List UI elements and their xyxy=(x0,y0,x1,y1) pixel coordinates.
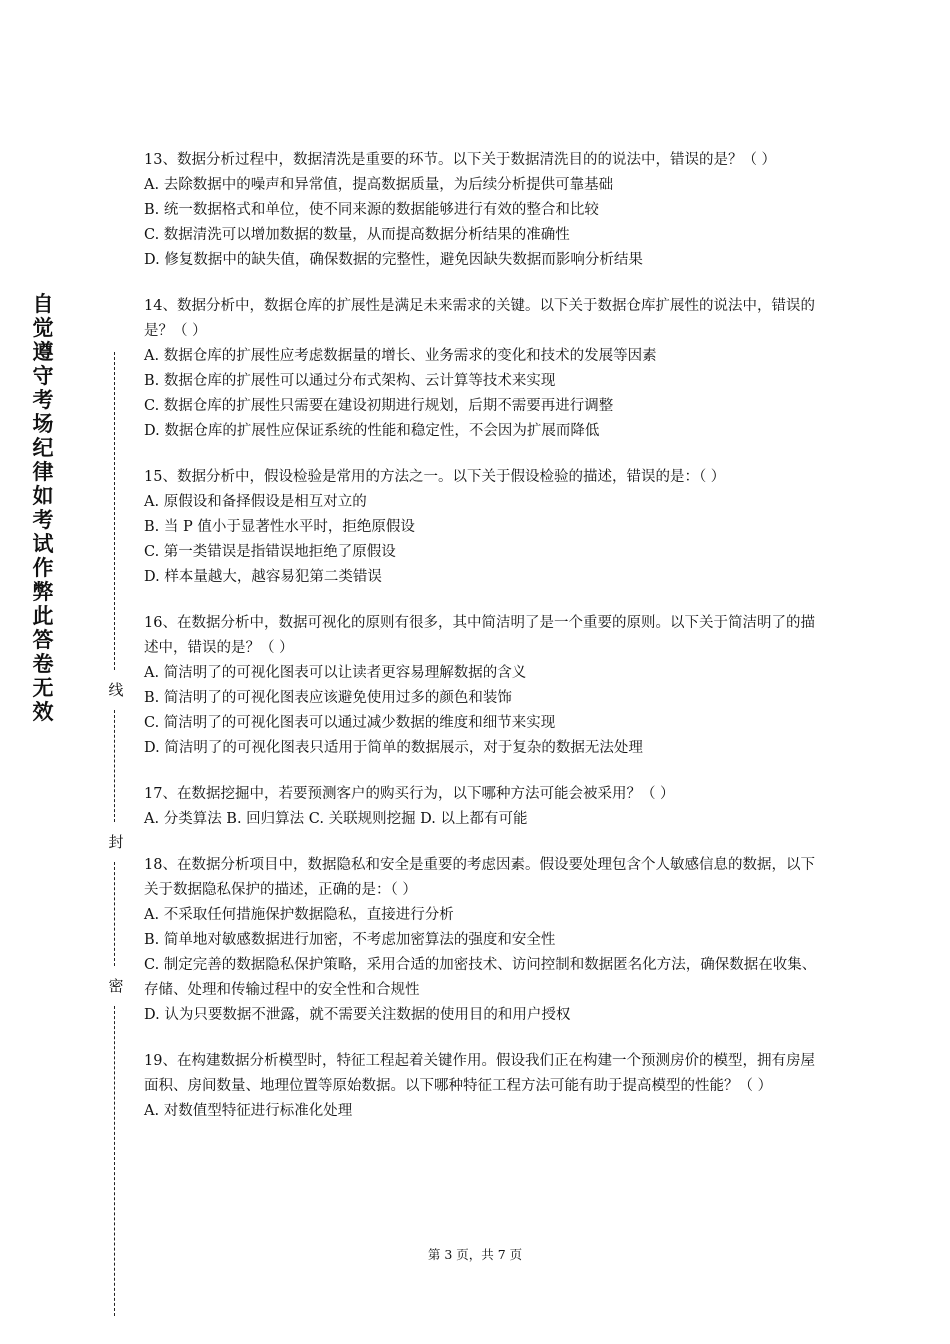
answer-option: C. 数据清洗可以增加数据的数量，从而提高数据分析结果的准确性 xyxy=(144,227,570,243)
question-stem: 14、数据分析中，数据仓库的扩展性是满足未来需求的关键。以下关于数据仓库扩展性的说法中，错误的是？（ ） xyxy=(144,298,815,339)
question-stem: 18、在数据分析项目中，数据隐私和安全是重要的考虑因素。假设要处理包含个人敏感信息的数据，以下关于数据隐私保护的描述，正确的是：（ ） xyxy=(144,857,815,898)
question-stem: 17、在数据挖掘中，若要预测客户的购买行为，以下哪种方法可能会被采用？（ ） xyxy=(144,786,675,802)
dashed-divider xyxy=(114,352,115,670)
question-block xyxy=(144,853,824,1028)
warning-char: 试 xyxy=(32,532,54,556)
warning-char: 觉 xyxy=(32,316,54,340)
answer-option: B. 统一数据格式和单位，使不同来源的数据能够进行有效的整合和比较 xyxy=(144,202,599,218)
page-number: 第 3 页，共 7 页 xyxy=(427,1247,523,1262)
question-block xyxy=(144,465,824,590)
warning-char: 作 xyxy=(32,556,54,580)
question-stem: 16、在数据分析中，数据可视化的原则有很多，其中简洁明了是一个重要的原则。以下关于简洁明了的描述中，错误的是？（ ） xyxy=(144,615,815,656)
binding-line xyxy=(104,352,128,1316)
exam-discipline-warning xyxy=(28,292,58,724)
dashed-divider xyxy=(114,1006,115,1316)
answer-option: A. 不采取任何措施保护数据隐私，直接进行分析 xyxy=(144,907,454,923)
answer-option: B. 简洁明了的可视化图表应该避免使用过多的颜色和装饰 xyxy=(144,690,512,706)
dashed-divider xyxy=(114,862,115,966)
answer-option: B. 当 P 值小于显著性水平时，拒绝原假设 xyxy=(144,519,415,535)
answer-option: D. 修复数据中的缺失值，确保数据的完整性，避免因缺失数据而影响分析结果 xyxy=(144,252,643,268)
question-block xyxy=(144,1049,824,1124)
answer-option: D. 样本量越大，越容易犯第二类错误 xyxy=(144,569,382,585)
question-block xyxy=(144,611,824,761)
binding-mark-xian: 线 xyxy=(104,678,128,702)
binding-mark-mi: 密 xyxy=(104,974,128,998)
answer-option: C. 制定完善的数据隐私保护策略，采用合适的加密技术、访问控制和数据匿名化方法，确保数据在收集、存储、处理和传输过程中的安全性和合规性 xyxy=(144,957,817,998)
warning-char: 答 xyxy=(32,628,54,652)
answer-option: B. 数据仓库的扩展性可以通过分布式架构、云计算等技术来实现 xyxy=(144,373,556,389)
question-block xyxy=(144,294,824,444)
warning-char: 如 xyxy=(32,484,54,508)
answer-option: A. 对数值型特征进行标准化处理 xyxy=(144,1103,353,1119)
warning-char: 律 xyxy=(32,460,54,484)
question-block xyxy=(144,782,824,832)
answer-option: D. 数据仓库的扩展性应保证系统的性能和稳定性，不会因为扩展而降低 xyxy=(144,423,600,439)
question-stem: 19、在构建数据分析模型时，特征工程起着关键作用。假设我们正在构建一个预测房价的模型，拥有房屋面积、房间数量、地理位置等原始数据。以下哪种特征工程方法可能有助于提高模型的性能？（ ） xyxy=(144,1053,815,1094)
dashed-divider xyxy=(114,710,115,822)
warning-char: 考 xyxy=(32,508,54,532)
answer-option: C. 简洁明了的可视化图表可以通过减少数据的维度和细节来实现 xyxy=(144,715,556,731)
warning-char: 卷 xyxy=(32,652,54,676)
warning-char: 此 xyxy=(32,604,54,628)
warning-char: 无 xyxy=(32,676,54,700)
answer-option: A. 原假设和备择假设是相互对立的 xyxy=(144,494,367,510)
warning-char: 场 xyxy=(32,412,54,436)
warning-char: 效 xyxy=(32,700,54,724)
question-stem: 13、数据分析过程中，数据清洗是重要的环节。以下关于数据清洗目的的说法中，错误的是？（ ） xyxy=(144,152,777,168)
answer-option: D. 简洁明了的可视化图表只适用于简单的数据展示，对于复杂的数据无法处理 xyxy=(144,740,643,756)
question-stem: 15、数据分析中，假设检验是常用的方法之一。以下关于假设检验的描述，错误的是：（ ） xyxy=(144,469,726,485)
question-block xyxy=(144,148,824,273)
answer-option: A. 简洁明了的可视化图表可以让读者更容易理解数据的含义 xyxy=(144,665,527,681)
answer-option: C. 第一类错误是指错误地拒绝了原假设 xyxy=(144,544,396,560)
answer-option: A. 数据仓库的扩展性应考虑数据量的增长、业务需求的变化和技术的发展等因素 xyxy=(144,348,657,364)
answer-option: A. 分类算法 B. 回归算法 C. 关联规则挖掘 D. 以上都有可能 xyxy=(144,811,528,827)
binding-mark-feng: 封 xyxy=(104,830,128,854)
warning-char: 自 xyxy=(32,292,54,316)
answer-option: C. 数据仓库的扩展性只需要在建设初期进行规划，后期不需要再进行调整 xyxy=(144,398,614,414)
warning-char: 考 xyxy=(32,388,54,412)
answer-option: A. 去除数据中的噪声和异常值，提高数据质量，为后续分析提供可靠基础 xyxy=(144,177,614,193)
warning-char: 纪 xyxy=(32,436,54,460)
answer-option: B. 简单地对敏感数据进行加密，不考虑加密算法的强度和安全性 xyxy=(144,932,556,948)
warning-char: 弊 xyxy=(32,580,54,604)
warning-char: 遵 xyxy=(32,340,54,364)
warning-char: 守 xyxy=(32,364,54,388)
question-list xyxy=(144,148,824,1145)
answer-option: D. 认为只要数据不泄露，就不需要关注数据的使用目的和用户授权 xyxy=(144,1007,571,1023)
